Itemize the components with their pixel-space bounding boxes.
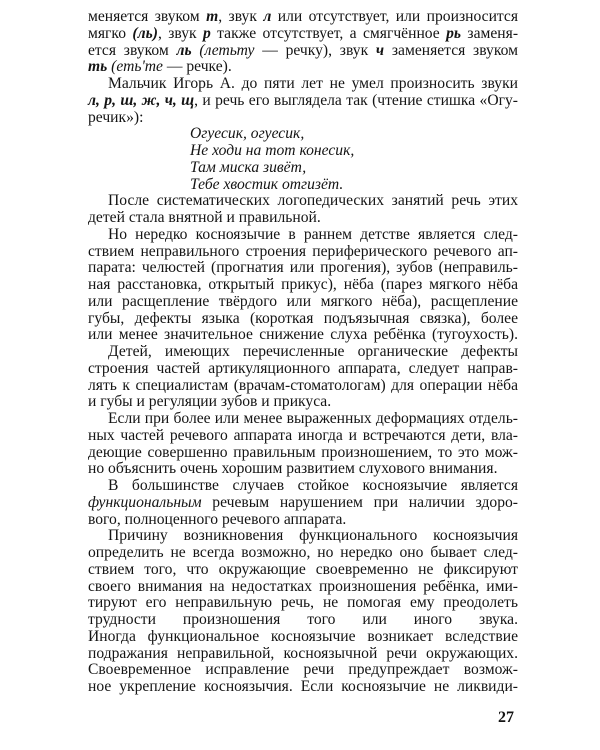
text-line: ствием неправильного строения периферического речевого ап- (88, 242, 518, 260)
text-line: Но нередко косноязычие в раннем детстве является след- (108, 225, 518, 243)
text-line: речик»): (88, 108, 144, 126)
text-line: ется звуком ль (летьту — речку), звук ч заменяется звуком (88, 41, 518, 59)
text-line: тируют его неправильную речь, не помогая ему преодолеть (88, 594, 518, 612)
text-line: В большинстве случаев стойкое косноязычие является (108, 477, 518, 494)
phonetic-sound: л, р, ш, ж, ч, щ (88, 91, 195, 109)
text-line: функциональным речевым нарушением при наличии здоро- (88, 493, 518, 511)
text-line: и губы и регуляции зубов и прикуса. (88, 393, 332, 411)
text-line: Своевременное исправление речи предупреждает возмож- (88, 661, 518, 679)
text-line: лять к специалистам (врачам-стоматологам) для операции нёба (88, 376, 518, 394)
text-line: строения частей артикуляционного аппарата, следует направ- (88, 359, 518, 377)
text-line: л, р, ш, ж, ч, щ, и речь его выглядела так (чтение стишка «Огу- (88, 91, 519, 109)
text-line: Детей, имеющих перечисленные органические дефекты (108, 343, 518, 360)
phonetic-sound: ч (375, 41, 385, 59)
text-line: губы, дефекты языка (короткая подъязычная связка), более (88, 309, 518, 327)
phonetic-sound: л (263, 8, 272, 25)
text-line: Иногда функциональное косноязычие возникает вследствие (88, 627, 518, 645)
text-line: мягко (ль), звук р также отсутствует, а смягчённое рь заменя- (88, 24, 519, 42)
text-line: определить не всегда возможно, но нередко оно бывает след- (88, 544, 518, 561)
text-line: или менее значительное снижение слуха ребёнка (тугоухость). (88, 326, 518, 344)
poem-line: Там миска зивёт, (190, 158, 307, 176)
phonetic-sound: р (202, 24, 211, 42)
phonetic-sound: ль (176, 41, 192, 59)
text-line: ная расстановка, открытый прикус), нёба (парез мягкого нёба (88, 276, 518, 293)
phonetic-sound: т (206, 8, 219, 25)
italic-term: (еть'те (111, 58, 163, 76)
text-line: Мальчик Игорь А. до пяти лет не умел произносить звуки (108, 75, 518, 92)
page-number: 27 (498, 709, 514, 726)
text-line: но объяснить очень хорошим развитием слухового внимания. (88, 460, 498, 478)
text-line: Если при более или менее выраженных деформациях отдель- (108, 410, 518, 427)
text-line: детей стала внятной и правильной. (88, 209, 321, 226)
text-line: парата: челюстей (прогнатия или прогения), зубов (неправиль- (88, 259, 518, 277)
text-line: трудности произношения того или иного звука. (88, 611, 518, 628)
text-line: ствием того, что окружающие своевременно не фиксируют (88, 560, 518, 578)
phonetic-sound: (ль) (132, 24, 158, 42)
text-line: вого, полноценного речевого аппарата. (88, 510, 347, 528)
text-line: или расщепление твёрдого или мягкого нёба), расщепление (88, 292, 518, 310)
text-line: Причину возникновения функционального косноязычия (108, 527, 518, 545)
text-line: После систематических логопедических занятий речь этих (108, 192, 518, 210)
text-line: деющие совершенно правильным произношением, то это мож- (88, 443, 518, 461)
poem-line: Тебе хвостик отгизёт. (190, 175, 344, 193)
text-line: ное укрепление косноязычия. Если косноязычие не ликвиди- (88, 678, 518, 695)
phonetic-sound: ть (88, 58, 108, 76)
italic-term: функциональным (88, 493, 202, 511)
text-line: своего внимания на недостатках произношения ребёнка, ими- (88, 577, 518, 595)
text-line: ных частей речевого аппарата иногда и встречаются дети, вла- (88, 426, 518, 444)
text-line: меняется звуком т, звук л или отсутствует, или произносится (88, 8, 519, 25)
italic-term: (летьту (199, 41, 255, 59)
poem-line: Не ходи на тот конесик, (190, 142, 355, 159)
phonetic-sound: рь (446, 24, 462, 42)
text-line: подражания неправильной, косноязычной речи окружающих. (88, 644, 518, 662)
text-line: ть (еть'те — речке). (88, 58, 232, 76)
poem-line: Огуесик, огуесик, (190, 125, 305, 143)
